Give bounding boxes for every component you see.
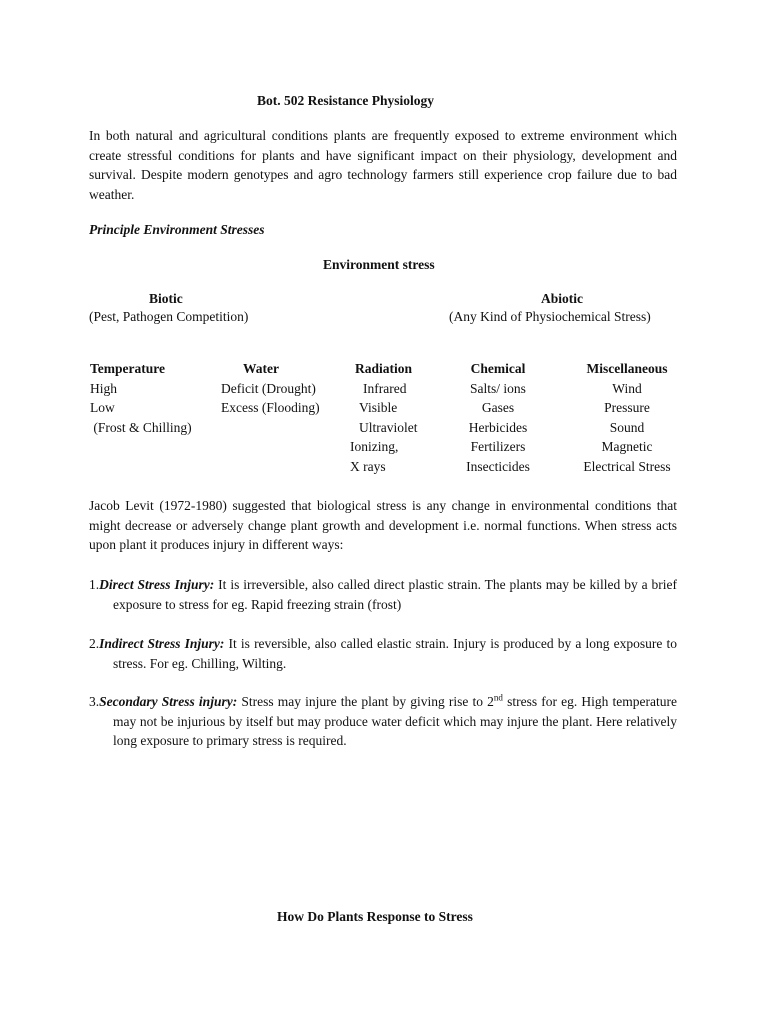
biotic-label: Biotic xyxy=(149,291,183,306)
injury-number: 3. xyxy=(89,694,100,709)
injury-number: 1. xyxy=(89,577,100,592)
chemical-item: Salts/ ions xyxy=(470,380,526,396)
water-item: Excess (Flooding) xyxy=(221,400,320,415)
section-heading: Principle Environment Stresses xyxy=(89,222,265,237)
injury-text: It is reversible, also called elastic strain. Injury is produced by a long exposure to stress. For eg. Chilling, Wilting. xyxy=(113,636,678,671)
injury-text: Stress may injure the plant by giving rise to 2 xyxy=(237,694,494,709)
radiation-item: Infrared xyxy=(363,380,407,396)
radiation-item: Visible xyxy=(359,400,398,415)
biotic-description: (Pest, Pathogen Competition) xyxy=(89,309,249,324)
injury-item-direct xyxy=(89,575,677,614)
radiation-item: Ionizing, xyxy=(350,439,399,454)
levit-paragraph: Jacob Levit (1972-1980) suggested that biological stress is any change in environmental conditions that might decrease or adversely change plant growth and development i.e. normal functions. When stress acts upon plant it produces injury in different ways: xyxy=(89,498,677,552)
miscellaneous-item: Magnetic xyxy=(601,439,653,454)
injury-title: Direct Stress Injury: xyxy=(99,577,215,592)
chemical-header: Chemical xyxy=(470,361,526,376)
footer-heading: How Do Plants Response to Stress xyxy=(277,909,473,924)
water-header: Water xyxy=(243,361,279,376)
water-column xyxy=(221,359,331,418)
miscellaneous-item: Wind xyxy=(612,380,642,396)
radiation-item: X rays xyxy=(350,458,386,474)
chemical-item: Insecticides xyxy=(466,458,530,474)
temperature-column xyxy=(90,359,220,437)
chemical-item: Fertilizers xyxy=(470,439,526,454)
env-stress-heading: Environment stress xyxy=(323,257,435,272)
abiotic-label: Abiotic xyxy=(541,291,583,306)
chemical-item: Gases xyxy=(481,400,515,415)
intro-paragraph: In both natural and agricultural conditions plants are frequently exposed to extreme environment which create stressful conditions for plants and have significant impact on their physiology, development and survival. Despite modern genotypes and agro technology farmers still experience crop failure due to bad weather. xyxy=(89,128,677,202)
injury-title: Secondary Stress injury: xyxy=(99,694,238,709)
miscellaneous-item: Sound xyxy=(609,419,645,435)
temperature-item: High xyxy=(90,380,117,396)
temperature-header: Temperature xyxy=(90,361,165,376)
temperature-item: (Frost & Chilling) xyxy=(90,419,192,435)
abiotic-description: (Any Kind of Physiochemical Stress) xyxy=(449,309,651,324)
injury-item-secondary xyxy=(89,692,677,751)
ordinal-superscript: nd xyxy=(493,692,503,703)
injury-text: It is irreversible, also called direct plastic strain. The plants may be killed by a brief exposure to stress for eg. Rapid freezing strain (frost) xyxy=(113,577,678,612)
chemical-item: Herbicides xyxy=(468,419,528,435)
radiation-column xyxy=(345,359,425,476)
miscellaneous-column xyxy=(572,359,682,476)
injury-title: Indirect Stress Injury: xyxy=(99,636,225,651)
chemical-column xyxy=(456,359,540,476)
temperature-item: Low xyxy=(90,400,115,415)
document-title: Bot. 502 Resistance Physiology xyxy=(257,93,434,108)
miscellaneous-header: Miscellaneous xyxy=(586,361,668,376)
injury-text: stress for eg. High temperature may not be injurious by itself but may produce water deficit which may injure the plant. Here relatively long exposure to primary stress is required. xyxy=(113,694,677,748)
radiation-item: Ultraviolet xyxy=(359,419,418,435)
water-item: Deficit (Drought) xyxy=(221,380,316,396)
radiation-header: Radiation xyxy=(355,361,413,376)
injury-number: 2. xyxy=(89,636,100,651)
injury-item-indirect xyxy=(89,634,677,673)
miscellaneous-item: Pressure xyxy=(604,400,650,415)
miscellaneous-item: Electrical Stress xyxy=(583,458,671,474)
